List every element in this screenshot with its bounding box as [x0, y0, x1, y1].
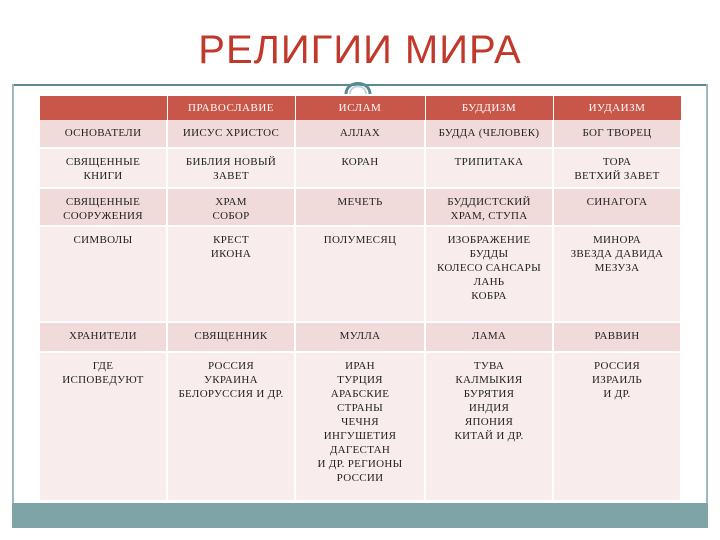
cell-line: БИБЛИЯ НОВЫЙ [185, 156, 277, 168]
cell-line: РОССИЯ [207, 360, 255, 372]
table-row [39, 322, 681, 352]
table-cell [553, 188, 681, 226]
cell-line: УКРАИНА [204, 374, 258, 386]
table-cell [295, 352, 425, 501]
row-label-cell [39, 148, 167, 188]
row-label-cell [39, 226, 167, 322]
cell-line: БУДДА (ЧЕЛОВЕК) [438, 127, 540, 139]
cell-line: МИНОРА [592, 234, 642, 246]
table-row [39, 120, 681, 148]
cell-line: КОБРА [471, 290, 507, 302]
table-row [39, 352, 681, 501]
row-label-cell [39, 352, 167, 501]
cell-line: СИНАГОГА [586, 196, 648, 208]
cell-line: БУДДИСТСКИЙ [447, 196, 531, 208]
cell-line: СООРУЖЕНИЯ [63, 210, 143, 222]
cell-line: КНИГИ [83, 170, 123, 182]
cell-line: МЕЧЕТЬ [337, 196, 383, 208]
table-cell [295, 148, 425, 188]
table-row [39, 226, 681, 322]
religions-table [38, 96, 682, 502]
cell-line: ПОЛУМЕСЯЦ [323, 234, 397, 246]
cell-line: СИМВОЛЫ [73, 234, 133, 246]
cell-line: БЕЛОРУССИЯ И ДР. [178, 388, 284, 400]
cell-line: СОБОР [212, 210, 250, 222]
cell-line: АЛЛАХ [339, 127, 381, 139]
table-cell [425, 226, 553, 322]
frame-right-rule [706, 84, 708, 504]
cell-line: СВЯЩЕННЫЕ [65, 156, 141, 168]
header-row [39, 96, 681, 120]
table-row [39, 148, 681, 188]
table-cell [553, 226, 681, 322]
cell-line: ИЗРАИЛЬ [592, 374, 642, 386]
cell-line: ИНГУШЕТИЯ [323, 430, 397, 442]
cell-line: КАЛМЫКИЯ [455, 374, 523, 386]
header-cell-buddhism: БУДДИЗМ [425, 96, 553, 120]
cell-line: ИСПОВЕДУЮТ [62, 374, 144, 386]
table-cell [167, 352, 295, 501]
row-label-cell [39, 120, 167, 148]
table-cell [553, 352, 681, 501]
header-cell-corner [39, 96, 167, 120]
table-cell [553, 322, 681, 352]
slide-title: РЕЛИГИИ МИРА [198, 28, 522, 72]
cell-line: ЗАВЕТ [213, 170, 249, 182]
cell-line: СТРАНЫ [336, 402, 384, 414]
cell-line: РОССИЯ [593, 360, 641, 372]
cell-line: ТУВА [473, 360, 505, 372]
cell-line: АРАБСКИЕ [330, 388, 390, 400]
table-row [39, 188, 681, 226]
row-label-cell [39, 322, 167, 352]
cell-line: КРЕСТ [213, 234, 249, 246]
cell-line: ИИСУС ХРИСТОС [182, 127, 280, 139]
cell-line: КИТАЙ И ДР. [454, 430, 524, 442]
table-cell [425, 322, 553, 352]
row-label-cell [39, 188, 167, 226]
cell-line: БОГ ТВОРЕЦ [582, 127, 652, 139]
cell-line: ВЕТХИЙ ЗАВЕТ [574, 170, 660, 182]
table-cell [295, 322, 425, 352]
cell-line: ХРАМ, СТУПА [450, 210, 528, 222]
header-cell-orthodoxy: ПРАВОСЛАВИЕ [167, 96, 295, 120]
cell-line: ХРАНИТЕЛИ [69, 330, 137, 342]
cell-line: ОСНОВАТЕЛИ [64, 127, 142, 139]
table-cell [295, 226, 425, 322]
table-cell [295, 120, 425, 148]
table-cell [167, 322, 295, 352]
table-cell [425, 188, 553, 226]
cell-line: ЗВЕЗДА ДАВИДА [570, 248, 664, 260]
table-cell [167, 226, 295, 322]
cell-line: КОЛЕСО САНСАРЫ [437, 262, 541, 274]
header-cell-judaism: ИУДАИЗМ [553, 96, 681, 120]
cell-line: ДАГЕСТАН [329, 444, 391, 456]
bottom-band [12, 503, 708, 528]
cell-line: ИНДИЯ [468, 402, 510, 414]
cell-line: ТРИПИТАКА [454, 156, 524, 168]
cell-line: ЯПОНИЯ [464, 416, 514, 428]
cell-line: И ДР. [603, 388, 631, 400]
cell-line: БУДДЫ [469, 248, 509, 260]
table-cell [425, 148, 553, 188]
table-cell [167, 148, 295, 188]
cell-line: И ДР. РЕГИОНЫ [317, 458, 403, 470]
cell-line: МЕЗУЗА [594, 262, 640, 274]
cell-line: ЧЕЧНЯ [341, 416, 379, 428]
table-cell [167, 120, 295, 148]
cell-line: ТУРЦИЯ [337, 374, 383, 386]
table-cell [425, 352, 553, 501]
frame-left-rule [12, 84, 14, 504]
cell-line: МУЛЛА [339, 330, 381, 342]
cell-line: РАВВИН [594, 330, 640, 342]
cell-line: ИРАН [345, 360, 375, 372]
cell-line: ХРАМ [215, 196, 247, 208]
header-cell-islam: ИСЛАМ [295, 96, 425, 120]
cell-line: ЛАНЬ [473, 276, 505, 288]
cell-line: КОРАН [341, 156, 379, 168]
ornament-knot-icon [343, 74, 373, 96]
cell-line: ГДЕ [92, 360, 114, 372]
cell-line: СВЯЩЕННИК [194, 330, 268, 342]
cell-line: ТОРА [602, 156, 632, 168]
table-cell [425, 120, 553, 148]
table-cell [295, 188, 425, 226]
cell-line: РОССИИ [336, 472, 384, 484]
cell-line: БУРЯТИЯ [463, 388, 515, 400]
cell-line: ИКОНА [210, 248, 252, 260]
cell-line: ЛАМА [471, 330, 507, 342]
table-cell [553, 120, 681, 148]
cell-line: СВЯЩЕННЫЕ [65, 196, 141, 208]
table-cell [167, 188, 295, 226]
table-cell [553, 148, 681, 188]
cell-line: ИЗОБРАЖЕНИЕ [447, 234, 531, 246]
